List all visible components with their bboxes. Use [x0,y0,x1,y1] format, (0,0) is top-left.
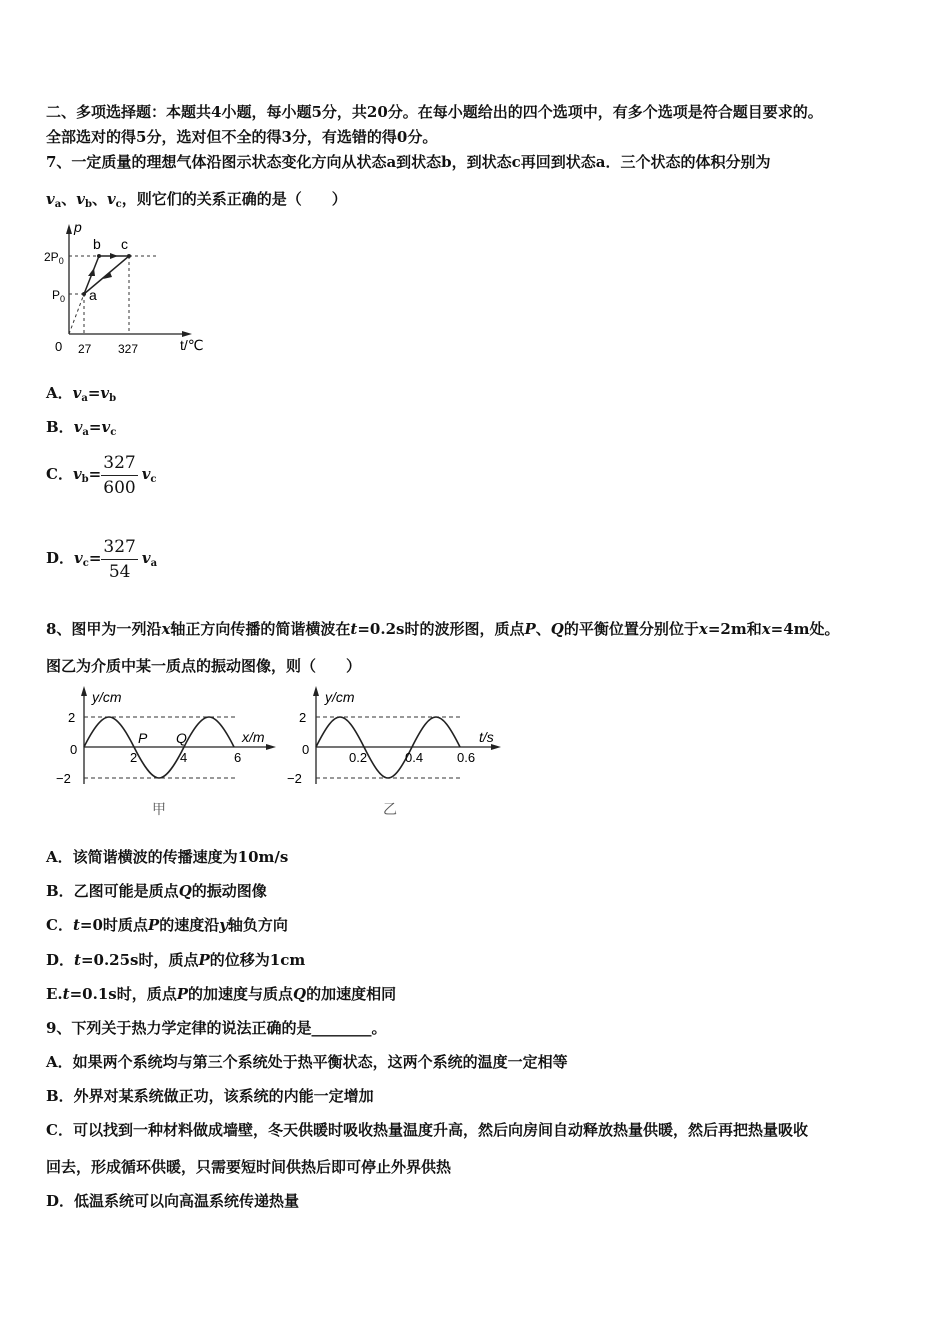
q7-option-c-fraction: $\frac{327}{600}$ [103,452,136,498]
q8-jia-point-p: P [138,730,148,746]
q8-jia-y-label: y/cm [92,689,122,705]
q9-stem: 9、下列关于热力学定律的说法正确的是________。 [46,1019,387,1037]
q7-stem-line2: $v_a$、$v_b$、$v_c$，则它们的关系正确的是（ ） [46,190,347,210]
q8-stem-line2: 图乙为介质中某一质点的振动图像，则（ ） [46,657,362,675]
q8-jia-x-label: x/m [242,729,265,745]
q8-yi-x-tick: 0.6 [457,750,476,765]
q8-jia-x-tick: 6 [234,750,242,765]
section-header-line2: 全部选对的得5分，选对但不全的得3分，有选错的得0分。 [46,128,438,146]
q7-option-d: D．$v_c=$ $\frac{327}{54}$ $v_a$ [46,536,158,582]
q7-tick-2p0: $2P_0$ [44,250,64,266]
q8-yi-y-top: 2 [299,710,307,725]
q8-jia-y-bottom: −2 [56,771,71,786]
q8-yi-x-label: t/s [479,729,494,745]
q7-tick-327: 327 [118,342,139,356]
q8-jia-caption: 甲 [152,801,166,817]
q8-graph-yi [285,682,510,827]
q8-jia-x-tick: 4 [180,750,188,765]
q9-option-d: D．低温系统可以向高温系统传递热量 [46,1192,300,1210]
q7-tick-27: 27 [78,342,92,356]
q8-stem-line1: 8、图甲为一列沿x轴正方向传播的简谐横波在t=0.2s时的波形图，质点P、Q的平衡位置分别位于x=2m和x=4m处。 [46,620,840,638]
q7-tick-p0: $P_0$ [52,288,66,304]
q7-option-d-fraction: $\frac{327}{54}$ [103,536,136,582]
q7-option-c: C．$v_b=$ $\frac{327}{600}$ $v_c$ [46,452,157,498]
q8-yi-y-label: y/cm [325,689,355,705]
q9-option-c-line2: 回去，形成循环供暖，只需要短时间供热后即可停止外界供热 [46,1158,452,1176]
q8-jia-x-tick: 2 [130,750,138,765]
q8-option-c: C．t=0时质点P的速度沿y轴负方向 [46,916,288,934]
q8-option-a: A．该简谐横波的传播速度为10m/s [46,848,289,866]
q7-stem-line1: 7、一定质量的理想气体沿图示状态变化方向从状态a到状态b，到状态c再回到状态a．三个状态的体积分别为 [46,153,771,171]
q7-label-a: a [89,287,97,303]
q9-option-a: A．如果两个系统均与第三个系统处于热平衡状态，这两个系统的温度一定相等 [46,1053,568,1071]
section-header-line1: 二、多项选择题：本题共4小题，每小题5分，共20分。在每小题给出的四个选项中，有多个选项是符合题目要求的。 [46,103,823,121]
q7-label-b: b [93,236,101,252]
q8-yi-x-tick: 0.2 [349,750,368,765]
q7-x-axis-label: t/℃ [180,337,204,353]
q9-option-b: B．外界对某系统做正功，该系统的内能一定增加 [46,1087,374,1105]
q7-pt-graph [40,218,220,360]
q8-jia-point-q: Q [176,730,187,746]
q8-yi-x-tick: 0.4 [405,750,424,765]
q8-yi-caption: 乙 [383,801,397,817]
q8-yi-y-bottom: −2 [287,771,302,786]
q8-yi-origin: 0 [302,742,310,757]
q8-jia-origin: 0 [70,742,78,757]
q8-graph-jia [50,682,290,827]
q8-option-b: B．乙图可能是质点Q的振动图像 [46,882,267,900]
q9-option-c-line1: C．可以找到一种材料做成墙壁，冬天供暖时吸收热量温度升高，然后向房间自动释放热量供暖，然后再把热量吸收 [46,1121,808,1139]
q7-y-axis-label: p [74,219,82,235]
q7-origin: 0 [55,339,63,354]
q7-label-c: c [121,236,128,252]
q7-option-b: B．$v_a=v_c$ [46,418,117,438]
q8-jia-y-top: 2 [68,710,76,725]
q8-option-e: E.t=0.1s时，质点P的加速度与质点Q的加速度相同 [46,985,397,1003]
q8-option-d: D．t=0.25s时，质点P的位移为1cm [46,951,306,969]
q7-option-a: A．$v_a=v_b$ [46,384,117,404]
